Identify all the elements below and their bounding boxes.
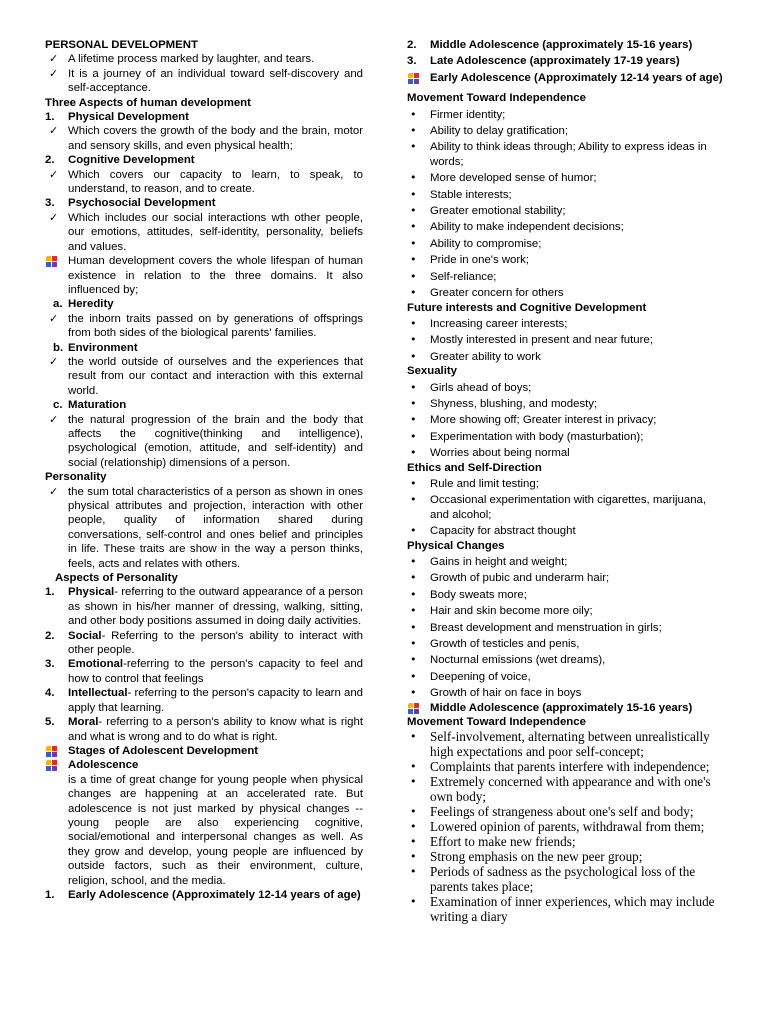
- influence-description: ✓ the inborn traits passed on by generations of offsprings from both sides of the biological parents' families.: [45, 312, 363, 341]
- influence-title-text: Environment: [68, 341, 138, 354]
- bullet-item: • Hair and skin become more oily;: [407, 604, 723, 618]
- bullet-flag-icon-part: [52, 746, 57, 751]
- personality-heading: Personality: [45, 471, 107, 484]
- section-heading: Physical Changes: [407, 539, 505, 552]
- bullet-item: • Growth of testicles and penis,: [407, 637, 723, 651]
- stage-item: [45, 888, 363, 902]
- bullet-item: • Greater concern for others: [407, 286, 723, 300]
- personality-description: ✓ the sum total characteristics of a person as shown in ones physical attributes and projection, interaction with other people, quality of information shared during conversations, self-control and ones belief and principles in life. These traits are show in the way a person thinks, feels, acts and relates with others.: [45, 485, 363, 571]
- bullet-flag-icon: [46, 746, 59, 757]
- personality-aspect-number: 5.: [45, 716, 55, 729]
- bullet-item: • Stable interests;: [407, 188, 723, 202]
- bullet-item: • Periods of sadness as the psychological loss of the parents takes place;: [407, 864, 723, 894]
- bullet-item: • Ability to compromise;: [407, 237, 723, 251]
- bullet-flag-icon-part: [46, 760, 51, 765]
- stage-number: 3.: [407, 55, 417, 68]
- adolescence-heading: [45, 758, 363, 772]
- personality-aspect-term: Moral: [68, 716, 99, 729]
- aspect-title: [45, 110, 363, 124]
- bullet-item: • Mostly interested in present and near future;: [407, 333, 723, 347]
- bullet-item: • Shyness, blushing, and modesty;: [407, 397, 723, 411]
- middle-adolescence-heading: [407, 701, 723, 715]
- bullet-flag-icon-part: [52, 760, 57, 765]
- stages-heading-text: Stages of Adolescent Development: [68, 744, 259, 757]
- aspect-title: [45, 153, 363, 167]
- aspect-number: 1.: [45, 111, 55, 124]
- aspect-title: [45, 196, 363, 210]
- middle-adolescence-list: [407, 729, 723, 924]
- influence-letter: b.: [53, 341, 64, 354]
- bullet-item: • More developed sense of humor;: [407, 171, 723, 185]
- section-heading: Future interests and Cognitive Development: [407, 301, 647, 314]
- bullet-flag-icon-part: [408, 709, 413, 714]
- bullet-flag-icon-part: [52, 752, 57, 757]
- aspect-title-text: Psychosocial Development: [68, 197, 216, 210]
- personality-aspect-term: Physical: [68, 586, 115, 599]
- personality-aspect-term: Emotional: [68, 658, 124, 671]
- bullet-flag-icon-part: [52, 262, 57, 267]
- lifespan-note: [45, 254, 363, 297]
- influence-description: ✓ the natural progression of the brain and the body that affects the cognitive(thinking and intelligence), psychological (emotion, attitude, and self-identity) and social (relationship) dimensions of a person.: [45, 413, 363, 471]
- stage-number: 1.: [45, 888, 55, 901]
- intro-item: ✓ A lifetime process marked by laughter, and tears.: [45, 52, 363, 66]
- bullet-item: • Nocturnal emissions (wet dreams),: [407, 653, 723, 667]
- bullet-flag-icon-part: [52, 256, 57, 261]
- bullet-item: • Deepening of voice,: [407, 670, 723, 684]
- influence-title: [45, 398, 363, 412]
- aspect-number: 3.: [45, 197, 55, 210]
- bullet-item: • Extremely concerned with appearance and with one's own body;: [407, 774, 723, 804]
- influence-title-text: Maturation: [68, 399, 127, 412]
- bullet-flag-icon-part: [414, 79, 419, 84]
- left-column: [45, 38, 363, 902]
- stage-item: [407, 38, 723, 52]
- personality-aspect: [45, 657, 363, 686]
- personality-aspect-text: - referring to the person's capacity to learn and apply that learning.: [68, 687, 363, 714]
- personality-aspect-number: 3.: [45, 658, 55, 671]
- personality-aspect-text: - referring to the outward appearance of a person as shown in his/her manner of dressing, walking, sitting, and other body positions assumed in doing daily activities.: [68, 586, 363, 628]
- influence-title: [45, 341, 363, 355]
- document-title: PERSONAL DEVELOPMENT: [45, 39, 198, 51]
- bullet-item: • Lowered opinion of parents, withdrawal from them;: [407, 819, 723, 834]
- bullet-flag-icon-part: [414, 73, 419, 78]
- early-adolescence-heading-text: Early Adolescence (Approximately 12-14 years of age): [430, 71, 723, 84]
- bullet-item: • Worries about being normal: [407, 446, 723, 460]
- intro-item: ✓ It is a journey of an individual toward self-discovery and self-acceptance.: [45, 67, 363, 96]
- bullet-item: • Pride in one's work;: [407, 253, 723, 267]
- bullet-item: • Greater emotional stability;: [407, 204, 723, 218]
- bullet-flag-icon: [408, 73, 421, 84]
- influence-letter: a.: [53, 298, 63, 311]
- bullet-item: • Growth of hair on face in boys: [407, 686, 723, 700]
- bullet-flag-icon-part: [408, 703, 413, 708]
- bullet-item: • Effort to make new friends;: [407, 834, 723, 849]
- bullet-item: • Firmer identity;: [407, 108, 723, 122]
- bullet-item: • Greater ability to work: [407, 350, 723, 364]
- influence-title: [45, 297, 363, 311]
- aspect-title-text: Physical Development: [68, 111, 189, 124]
- influence-description: ✓ the world outside of ourselves and the experiences that result from our contact and interaction with this external world.: [45, 355, 363, 398]
- bullet-item: • Increasing career interests;: [407, 317, 723, 331]
- bullet-item: • Occasional experimentation with cigarettes, marijuana, and alcohol;: [407, 493, 723, 522]
- personality-aspect-text: - referring to a person's ability to know what is right and what is wrong and to do what is right.: [68, 716, 363, 743]
- middle-sub-heading: Movement Toward Independence: [407, 716, 586, 729]
- bullet-item: • Gains in height and weight;: [407, 555, 723, 569]
- personality-aspect-number: 1.: [45, 586, 55, 599]
- bullet-flag-icon-part: [414, 703, 419, 708]
- bullet-item: • Self-involvement, alternating between unrealistically high expectations and poor self-concept;: [407, 729, 723, 759]
- adolescence-heading-text: Adolescence: [68, 759, 139, 772]
- aspect-description: ✓ Which covers the growth of the body and the brain, motor and sensory skills, and even physical health;: [45, 124, 363, 153]
- stage-item: [407, 54, 723, 68]
- bullet-flag-icon-part: [408, 79, 413, 84]
- right-column: [407, 38, 723, 924]
- stage-text: Late Adolescence (approximately 17-19 years): [430, 55, 680, 68]
- bullet-flag-icon-part: [46, 752, 51, 757]
- middle-adolescence-heading-text: Middle Adolescence (approximately 15-16 years): [430, 701, 693, 714]
- bullet-flag-icon-part: [46, 256, 51, 261]
- section-heading: Movement Toward Independence: [407, 92, 586, 105]
- stages-heading: [45, 744, 363, 758]
- personality-aspect-term: Intellectual: [68, 687, 128, 700]
- section-heading: Three Aspects of human development: [45, 96, 251, 109]
- personality-aspect: [45, 585, 363, 628]
- bullet-item: • Breast development and menstruation in girls;: [407, 621, 723, 635]
- early-adolescence-sections: [407, 91, 723, 700]
- bullet-item: • Body sweats more;: [407, 588, 723, 602]
- bullet-item: • Self-reliance;: [407, 270, 723, 284]
- aspect-number: 2.: [45, 154, 55, 167]
- aspects-personality-heading: Aspects of Personality: [55, 572, 178, 585]
- bullet-item: • Examination of inner experiences, which may include writing a diary: [407, 894, 723, 924]
- bullet-item: • Complaints that parents interfere with independence;: [407, 759, 723, 774]
- bullet-flag-icon-part: [46, 766, 51, 771]
- bullet-flag-icon: [46, 256, 59, 267]
- personality-aspect-number: 2.: [45, 629, 55, 642]
- influence-title-text: Heredity: [68, 298, 114, 311]
- aspect-description: ✓ Which includes our social interactions wth other people, our emotions, attitudes, self-identity, personality, beliefs and values.: [45, 211, 363, 254]
- bullet-flag-icon-part: [408, 73, 413, 78]
- stage-text: Middle Adolescence (approximately 15-16 years): [430, 39, 693, 51]
- personality-aspect-text: -referring to the person's capacity to feel and how to control that feelings: [68, 658, 363, 685]
- personality-aspect-term: Social: [68, 629, 102, 642]
- bullet-flag-icon: [46, 760, 59, 771]
- bullet-item: • More showing off; Greater interest in privacy;: [407, 413, 723, 427]
- stage-number: 2.: [407, 39, 417, 51]
- bullet-item: • Strong emphasis on the new peer group;: [407, 849, 723, 864]
- bullet-flag-icon-part: [414, 709, 419, 714]
- stage-text: Early Adolescence (Approximately 12-14 years of age): [68, 888, 361, 901]
- bullet-item: • Feelings of strangeness about one's self and body;: [407, 804, 723, 819]
- influence-letter: c.: [53, 399, 63, 412]
- personality-aspect-text: - Referring to the person's ability to interact with other people.: [68, 629, 363, 657]
- section-heading: Ethics and Self-Direction: [407, 461, 542, 474]
- bullet-item: • Growth of pubic and underarm hair;: [407, 571, 723, 585]
- bullet-flag-icon-part: [46, 262, 51, 267]
- bullet-item: • Ability to delay gratification;: [407, 124, 723, 138]
- personality-aspect-number: 4.: [45, 687, 55, 700]
- bullet-flag-icon-part: [46, 746, 51, 751]
- aspect-title-text: Cognitive Development: [68, 154, 195, 167]
- bullet-item: • Rule and limit testing;: [407, 477, 723, 491]
- bullet-flag-icon: [408, 703, 421, 714]
- personality-aspect: [45, 715, 363, 744]
- bullet-item: • Ability to think ideas through; Ability to express ideas in words;: [407, 140, 723, 169]
- bullet-item: • Girls ahead of boys;: [407, 381, 723, 395]
- bullet-item: • Capacity for abstract thought: [407, 524, 723, 538]
- adolescence-description: is a time of great change for young people when physical changes are happening at an accelerated rate. But adolescence is not just marked by physical changes -- young people are also experiencing cognitive, social/emotional and interpersonal changes as well. As they grow and develop, young people are influenced by outside factors, such as their environment, culture, religion, school, and the media.: [68, 773, 363, 887]
- bullet-item: • Ability to make independent decisions;: [407, 220, 723, 234]
- personality-aspect: [45, 629, 363, 658]
- early-adolescence-heading: [407, 71, 723, 85]
- bullet-flag-icon-part: [52, 766, 57, 771]
- aspect-description: ✓ Which covers our capacity to learn, to speak, to understand, to reason, and to create.: [45, 168, 363, 197]
- section-heading: Sexuality: [407, 365, 458, 378]
- personality-aspect: [45, 686, 363, 715]
- lifespan-note-text: Human development covers the whole lifespan of human existence in relation to the three domains. It also influenced by;: [68, 255, 363, 296]
- bullet-item: • Experimentation with body (masturbation);: [407, 430, 723, 444]
